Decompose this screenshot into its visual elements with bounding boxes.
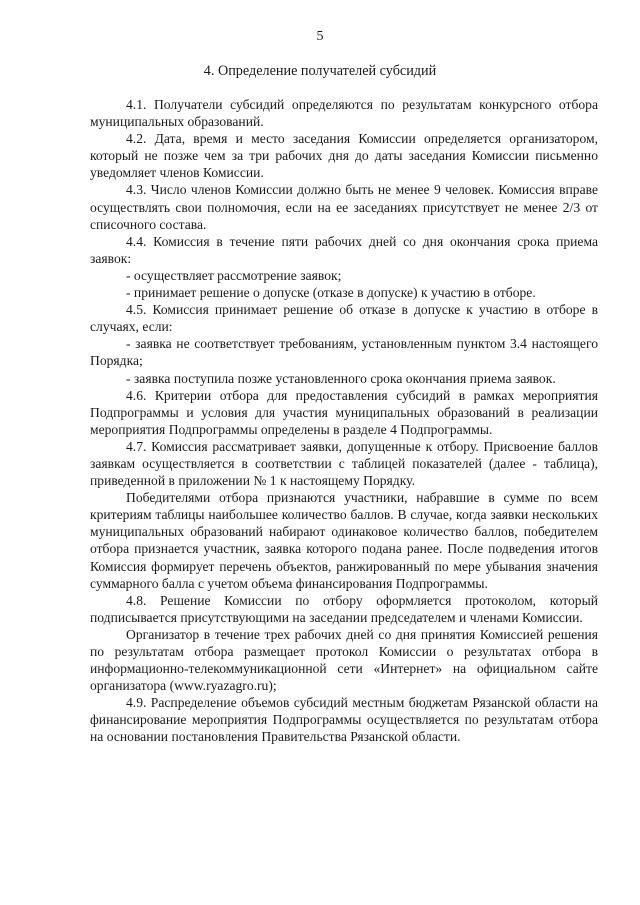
paragraph-winners: Победителями отбора признаются участники, набравшие в сумме по всем критериям таблицы наибольшее количество баллов. В случае, когда заявки нескольких муниципальных образований набирают одинаковое количество баллов, победителем отбора признается участник, заявка которого подана ранее. После подведения итогов Комиссия формирует перечень объектов, ранжированный по мере убывания значения суммарного балла с учетом объема финансирования Подпрограммы. [90,490,598,591]
paragraph-4-1: 4.1. Получатели субсидий определяются по результатам конкурсного отбора муниципальных образований. [90,97,598,130]
document-body [90,96,598,746]
paragraph-4-9: 4.9. Распределение объемов субсидий местным бюджетам Рязанской области на финансирование мероприятия Подпрограммы осуществляется по результатам отбора на основании постановления Правительства Рязанской области. [90,695,598,745]
list-item: - принимает решение о допуске (отказе в допуске) к участию в отборе. [126,285,536,301]
paragraph-4-8: 4.8. Решение Комиссии по отбору оформляется протоколом, который подписывается присутствующими на заседании председателем и членами Комиссии. [90,592,598,625]
paragraph-organizer: Организатор в течение трех рабочих дней со дня принятия Комиссией решения по результатам отбора размещает протокол Комиссии о результатах отбора в информационно-телекоммуникационной сети «Интернет» на официальном сайте организатора (www.ryazagro.ru); [90,626,598,694]
paragraph-4-2: 4.2. Дата, время и место заседания Комиссии определяется организатором, который не позже чем за три рабочих дня до даты заседания Комиссии письменно уведомляет членов Комиссии. [90,131,598,181]
list-item: - осуществляет рассмотрение заявок; [126,267,342,283]
paragraph-4-6: 4.6. Критерии отбора для предоставления субсидий в рамках мероприятия Подпрограммы и условия для участия муниципальных образований в реализации мероприятия Подпрограммы определены в разделе 4 Подпрограммы. [90,387,598,437]
paragraph-4-3: 4.3. Число членов Комиссии должно быть не менее 9 человек. Комиссия вправе осуществлять свои полномочия, если на ее заседаниях присутствует не менее 2/3 от списочного состава. [90,182,598,232]
list-item: - заявка не соответствует требованиям, установленным пунктом 3.4 настоящего Порядка; [90,336,598,369]
section-heading: 4. Определение получателей субсидий [203,63,437,79]
list-item: - заявка поступила позже установленного срока окончания приема заявок. [126,370,556,386]
page-number: 5 [316,29,324,44]
paragraph-4-7: 4.7. Комиссия рассматривает заявки, допущенные к отбору. Присвоение баллов заявкам осуществляется в соответствии с таблицей показателей (далее - таблица), приведенной в приложении № 1 к настоящему Порядку. [90,438,598,489]
paragraph-4-5: 4.5. Комиссия принимает решение об отказе в допуске к участию в отборе в случаях, если: [90,302,598,335]
paragraph-4-4: 4.4. Комиссия в течение пяти рабочих дней со дня окончания срока приема заявок: [90,233,598,266]
